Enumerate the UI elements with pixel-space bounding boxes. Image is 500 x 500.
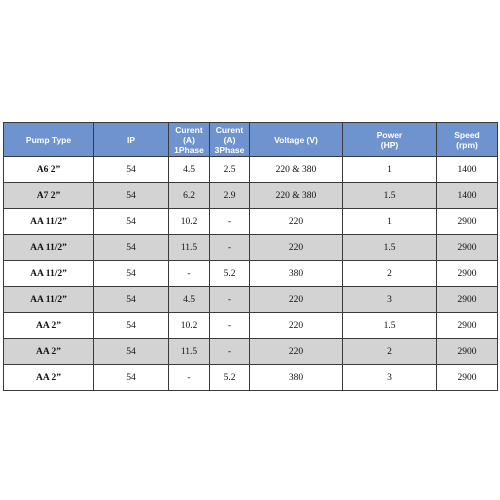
table-row [4, 209, 498, 235]
table-row [4, 157, 498, 183]
header-voltage: Voltage (V) [250, 123, 343, 157]
cell-current-3phase: 2.9 [210, 183, 250, 209]
cell-pump-type: AA 11/2” [4, 287, 94, 313]
table-row [4, 287, 498, 313]
cell-pump-type: AA 11/2” [4, 209, 94, 235]
cell-power: 2 [343, 339, 437, 365]
pump-spec-table [3, 122, 498, 391]
cell-current-1phase: 4.5 [169, 287, 210, 313]
cell-current-3phase: 5.2 [210, 261, 250, 287]
table-row [4, 261, 498, 287]
table-row [4, 313, 498, 339]
cell-ip: 54 [94, 157, 169, 183]
cell-voltage: 220 [250, 287, 343, 313]
header-current-1phase [169, 123, 210, 157]
cell-voltage: 220 & 380 [250, 157, 343, 183]
table-row [4, 339, 498, 365]
cell-power: 1 [343, 157, 437, 183]
table-row [4, 365, 498, 391]
cell-speed: 2900 [437, 287, 498, 313]
cell-ip: 54 [94, 339, 169, 365]
cell-speed: 2900 [437, 339, 498, 365]
table-row [4, 183, 498, 209]
cell-current-3phase: - [210, 313, 250, 339]
header-current-3phase-line3: 3Phase [214, 144, 245, 155]
cell-ip: 54 [94, 365, 169, 391]
cell-ip: 54 [94, 313, 169, 339]
cell-pump-type: A6 2” [4, 157, 94, 183]
cell-current-1phase: 11.5 [169, 235, 210, 261]
cell-power: 1.5 [343, 313, 437, 339]
cell-pump-type: AA 11/2” [4, 261, 94, 287]
cell-power: 1.5 [343, 183, 437, 209]
cell-current-1phase: 6.2 [169, 183, 210, 209]
cell-current-3phase: 5.2 [210, 365, 250, 391]
cell-pump-type: AA 2” [4, 365, 94, 391]
table-row [4, 235, 498, 261]
cell-ip: 54 [94, 235, 169, 261]
cell-power: 1.5 [343, 235, 437, 261]
header-speed-line1: Speed [454, 129, 480, 140]
header-current-1phase-line2: (A) [183, 134, 195, 145]
cell-current-3phase: 2.5 [210, 157, 250, 183]
cell-voltage: 220 & 380 [250, 183, 343, 209]
cell-speed: 2900 [437, 313, 498, 339]
cell-speed: 2900 [437, 261, 498, 287]
cell-pump-type: AA 2” [4, 313, 94, 339]
header-ip: IP [94, 123, 169, 157]
header-speed-line2: (rpm) [456, 139, 478, 150]
table-header-row [4, 123, 498, 157]
cell-voltage: 220 [250, 313, 343, 339]
header-current-3phase [210, 123, 250, 157]
cell-speed: 1400 [437, 157, 498, 183]
cell-current-3phase: - [210, 209, 250, 235]
cell-current-1phase: 10.2 [169, 209, 210, 235]
header-current-3phase-line1: Curent [215, 124, 244, 135]
header-current-1phase-line1: Curent [175, 124, 203, 135]
cell-speed: 2900 [437, 235, 498, 261]
cell-current-1phase: 11.5 [169, 339, 210, 365]
cell-speed: 1400 [437, 183, 498, 209]
cell-voltage: 220 [250, 339, 343, 365]
cell-ip: 54 [94, 183, 169, 209]
cell-ip: 54 [94, 209, 169, 235]
header-power-line2: (HP) [380, 139, 399, 150]
cell-ip: 54 [94, 261, 169, 287]
cell-power: 3 [343, 287, 437, 313]
cell-pump-type: AA 2” [4, 339, 94, 365]
cell-speed: 2900 [437, 209, 498, 235]
header-pump-type: Pump Type [4, 123, 94, 157]
header-speed [437, 123, 498, 157]
header-current-3phase-line2: (A) [223, 134, 236, 145]
cell-voltage: 380 [250, 261, 343, 287]
cell-power: 2 [343, 261, 437, 287]
cell-current-3phase: - [210, 235, 250, 261]
cell-ip: 54 [94, 287, 169, 313]
header-power-line1: Power [376, 129, 403, 140]
header-power [343, 123, 437, 157]
cell-voltage: 220 [250, 209, 343, 235]
cell-voltage: 380 [250, 365, 343, 391]
cell-current-1phase: 4.5 [169, 157, 210, 183]
cell-power: 1 [343, 209, 437, 235]
cell-speed: 2900 [437, 365, 498, 391]
header-current-1phase-line3: 1Phase [174, 144, 204, 155]
cell-current-3phase: - [210, 339, 250, 365]
cell-power: 3 [343, 365, 437, 391]
cell-current-1phase: - [169, 365, 210, 391]
cell-current-1phase: - [169, 261, 210, 287]
cell-pump-type: A7 2” [4, 183, 94, 209]
cell-pump-type: AA 11/2” [4, 235, 94, 261]
cell-current-3phase: - [210, 287, 250, 313]
cell-current-1phase: 10.2 [169, 313, 210, 339]
cell-voltage: 220 [250, 235, 343, 261]
